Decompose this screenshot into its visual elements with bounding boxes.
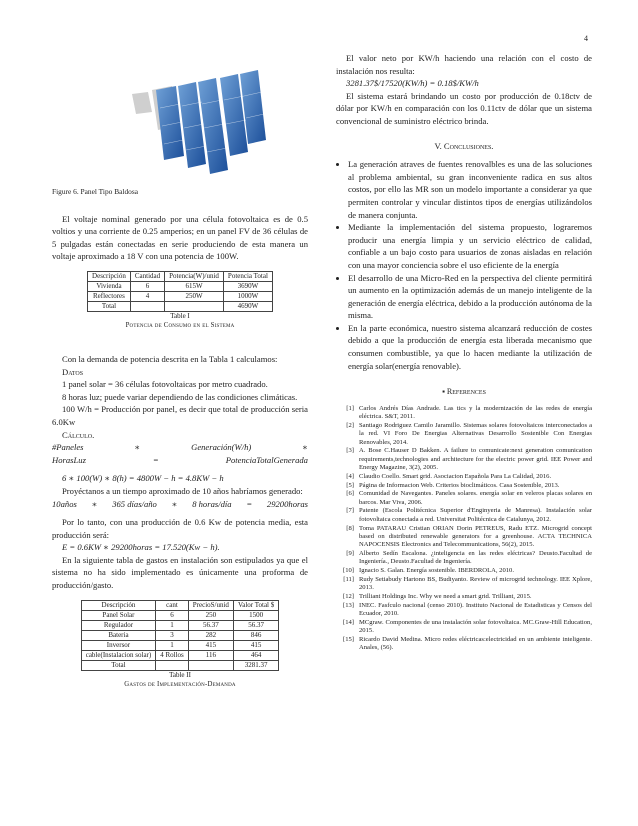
reference-number: [8] xyxy=(346,524,354,532)
equation-1b xyxy=(52,454,308,467)
table-cell: 4 xyxy=(130,291,164,301)
reference-number: [3] xyxy=(346,447,354,455)
table-cell: Total xyxy=(88,301,131,311)
table-cell: 1000W xyxy=(223,291,272,301)
table-label: Table II xyxy=(169,670,191,679)
paragraph: 100 W/h = Producción por panel, es decir que total de producción seria 6.0Kw xyxy=(52,404,308,427)
reference-number: [14] xyxy=(343,618,354,626)
table-cell: 56.37 xyxy=(188,620,233,630)
equation-term: PotenciaTotalGenerada xyxy=(225,454,308,465)
table-cell: 415 xyxy=(233,640,278,650)
reference-item xyxy=(336,525,592,550)
reference-item xyxy=(336,567,592,575)
paragraph: El valor neto por KW/h haciendo una relación con el costo de instalación nos resulta: xyxy=(336,53,592,76)
subheading-calculo: Cálculo. xyxy=(62,429,95,440)
equation-term: ∗ xyxy=(302,442,308,453)
table-header-cell: Descripción xyxy=(88,271,131,281)
conclusion-item: • La generación atraves de fuentes renovalbles es una de las soluciones al problema ambiental, su gran inconveniente radica en sus altos costos, por ello las MR son un modelo importante a considerar ya que permiten controlar y vincular distintos tipos de energías utilizándolos de manera conjunta. xyxy=(348,158,592,221)
table-cell: 6 xyxy=(130,281,164,291)
table-cell: 3281.37 xyxy=(233,660,278,670)
reference-number: [1] xyxy=(346,404,354,412)
references-list xyxy=(336,405,592,653)
right-column xyxy=(336,52,592,653)
table-cell: 250 xyxy=(188,610,233,620)
reference-text: Ignacio S. Galan. Energía sostenible. IBERDROLA, 2010. xyxy=(359,566,514,574)
table-cell: 56.37 xyxy=(233,620,278,630)
reference-item xyxy=(336,447,592,472)
reference-text: Alberto Sedín Escalona. ¿inteligencia en las redes eléctricas? Deusto.Facultad de Ingeniería., Deusto.Facultad de Ingeniería. xyxy=(359,549,592,566)
equation-term: ∗ xyxy=(171,498,178,509)
table-row xyxy=(81,640,279,650)
equation-3 xyxy=(52,498,308,511)
equation-term: ∗ xyxy=(134,442,141,453)
table-title: Gastos de Implementación-Demanda xyxy=(124,680,236,688)
table-header-cell: PrecioS/unid xyxy=(188,600,233,610)
equation-1a xyxy=(52,441,308,454)
reference-text: MCgraw. Componentes de una instalación solar fotovoltaica. MC.Graw-Hill Education, 2015. xyxy=(359,618,592,635)
reference-text: INEC. Fasfculo nacional (censo 2010). Instituto Nacional de Estadisticas y Censos del Ecuador, 2010. xyxy=(359,601,592,617)
table-consumo xyxy=(87,271,273,312)
paragraph: El voltaje nominal generado por una célula fotovoltaica es de 0.5 voltios y una corriente de 0.25 amperios; en un panel FV de 36 células de 5 pulgadas están conectadas en serie produciendo de esta manera un voltaje aproximado a 18 V con una potencia de 100W. xyxy=(52,213,308,262)
table-header-row xyxy=(88,271,273,281)
reference-number: [9] xyxy=(346,549,354,557)
equation-term: 8 horas/día xyxy=(192,498,232,509)
reference-item xyxy=(336,422,592,447)
reference-text: Claudio Coello. Smart grid. Asociacion Española Para La Calidad, 2016. xyxy=(359,472,552,480)
table-header-cell: Valor Total $ xyxy=(233,600,278,610)
reference-text: Trilliant Holdings Inc. Why we need a smart grid. Trilliant, 2015. xyxy=(359,592,532,600)
equation-term: Generación(W/h) xyxy=(191,442,252,453)
table-cell: Regulador xyxy=(81,620,156,630)
solar-panel-image xyxy=(52,52,308,184)
equation-cost: 3281.37$/17520(KW/h) = 0.18$/KW/h xyxy=(346,78,479,89)
table-cell xyxy=(156,660,189,670)
table-cell: 3 xyxy=(156,630,189,640)
left-column xyxy=(52,52,308,690)
reference-item xyxy=(336,473,592,481)
table-cell: 4 Rollos xyxy=(156,650,189,660)
table-header-cell: Potencia Total xyxy=(223,271,272,281)
reference-number: [4] xyxy=(346,472,354,480)
table-header-cell: cant xyxy=(156,600,189,610)
references-heading: ▪ References xyxy=(442,387,486,397)
table-row xyxy=(81,610,279,620)
reference-item xyxy=(336,602,592,619)
reference-text: Santiago Rodriguez Camilo Jaramillo. Sistemas solares fotovoltaicos interconectados a la red. VI Foro De Energias Alternativas Desarrollo Sostenible Con Energias Renovables, 2014. xyxy=(359,421,592,446)
table-row xyxy=(88,291,273,301)
equation-4: E = 0.6KW ∗ 29200horas = 17.520(Kw − h). xyxy=(62,542,220,553)
reference-number: [6] xyxy=(346,490,354,498)
table-cell: 846 xyxy=(233,630,278,640)
reference-text: Toma PATARAU Cristian ORIAN Dorin PETREUS, Radu ETZ. Microgrid concept based on distributed renewable generators for a greenhouse. ACTA TECHNICA NAPOCENSIS Electronics and Telecommunications, 56(2), 2015. xyxy=(359,524,592,549)
table-row xyxy=(88,301,273,311)
equation-term: 10años xyxy=(52,498,77,509)
figure-caption: Figure 6. Panel Tipo Baldosa xyxy=(52,187,139,196)
conclusion-item: • Mediante la implementación del sistema propuesto, lograremos producir una energía limpia y un servicio eléctrico de calidad, confiable a un bajo costo para usuarios de zonas aisladas en relación con una mayor conciencia sobre el uso eficiente de la energía xyxy=(348,221,592,271)
table-cell: Reflectores xyxy=(88,291,131,301)
reference-item xyxy=(336,636,592,653)
equation-term: = xyxy=(152,454,159,465)
table-cell: 3690W xyxy=(223,281,272,291)
table-cell: Total xyxy=(81,660,156,670)
reference-number: [2] xyxy=(346,421,354,429)
table-label: Table I xyxy=(170,311,190,320)
reference-text: Comunidad de Navegantes. Paneles solares. energía solar en veleros placas solares en barcos. Mar Viva, 2006. xyxy=(359,490,592,506)
table-cell: cable(Instalacion solar) xyxy=(81,650,156,660)
reference-text: Carlos Andrés Días Andrade. Las tics y la modernización de las redes de energía eléctrica. S&T, 2011. xyxy=(359,404,592,421)
table-row xyxy=(81,630,279,640)
table-header-cell: Cantidad xyxy=(130,271,164,281)
reference-number: [5] xyxy=(346,481,354,489)
subheading-datos: Datos xyxy=(62,366,84,377)
reference-number: [13] xyxy=(343,601,354,609)
table-cell: Vivienda xyxy=(88,281,131,291)
reference-item xyxy=(336,482,592,490)
reference-item xyxy=(336,507,592,524)
table-cell: 116 xyxy=(188,650,233,660)
reference-text: Página de Informacion Web. Criterios bioclimáticos. Casa Sostenible, 2013. xyxy=(359,481,560,489)
reference-number: [11] xyxy=(343,575,354,583)
reference-item xyxy=(336,619,592,636)
paragraph: Proyéctanos a un tiempo aproximado de 10 años habríamos generado: xyxy=(62,485,303,496)
reference-text: Patente (Escola Politécnica Superior d'Enginyeria de Manresa). Instalación solar fotovoltaica conectada a red. Universitat Politécnica de Catalunya, 2012. xyxy=(359,507,592,523)
table-row xyxy=(81,650,279,660)
equation-term: HorasLuz xyxy=(52,454,86,465)
reference-item xyxy=(336,550,592,567)
reference-number: [7] xyxy=(346,507,354,515)
conclusions-list xyxy=(336,158,592,372)
references-heading-text: References xyxy=(446,387,486,397)
reference-item xyxy=(336,576,592,593)
table-cell: 415 xyxy=(188,640,233,650)
reference-number: [12] xyxy=(343,592,354,600)
reference-number: [10] xyxy=(343,566,354,574)
page-number: 4 xyxy=(584,34,588,43)
table-cell: 1500 xyxy=(233,610,278,620)
table-cell: 250W xyxy=(165,291,224,301)
table-cell xyxy=(130,301,164,311)
paragraph: Con la demanda de potencia descrita en la Tabla 1 calculamos: xyxy=(62,353,278,364)
figure-solar-panels xyxy=(52,52,308,184)
table-gastos xyxy=(81,600,280,671)
equation-term: ∗ xyxy=(91,498,98,509)
table-title: Potencia de Consumo en el Sistema xyxy=(125,321,235,329)
equation-term: #Paneles xyxy=(52,442,84,453)
table-cell: 4690W xyxy=(223,301,272,311)
section-heading: V. Conclusiones. xyxy=(434,140,494,151)
equation-term: 365 días/año xyxy=(112,498,157,509)
table-cell: 282 xyxy=(188,630,233,640)
table-row xyxy=(81,660,279,670)
table-cell: Panel Solar xyxy=(81,610,156,620)
table-cell: 1 xyxy=(156,620,189,630)
equation-2: 6 ∗ 100(W) ∗ 8(h) = 4800W − h = 4.8KW − h xyxy=(62,473,224,484)
equation-term: 29200horas xyxy=(266,498,308,509)
paragraph: 1 panel solar = 36 células fotovoltaicas por metro cuadrado. xyxy=(62,379,268,390)
table-header-row xyxy=(81,600,279,610)
reference-text: A. Bose C.Hauser D Bakken. A failure to comunicate:next generation comunication requirements,technologies and architecture for the electric power grid. IEE Power and Energy Magazine, 3(2), 2005. xyxy=(359,447,592,471)
reference-text: Rudy Setiabudy Hartono BS, Budiyanto. Review of microgrid technology. IEE Xplore, 2013. xyxy=(359,575,592,592)
paragraph: En la siguiente tabla de gastos en instalación son estipulados ya que el sistema no ha sido implementado es únicamente una proforma de producción/gasto. xyxy=(52,554,308,591)
paragraph: 8 horas luz; puede variar dependiendo de las condiciones climáticas. xyxy=(62,391,298,402)
table-row xyxy=(88,281,273,291)
paragraph: Por lo tanto, con una producción de 0.6 Kw de potencia media, esta producción será: xyxy=(52,517,308,540)
reference-number: [15] xyxy=(343,635,354,643)
table-cell: 1 xyxy=(156,640,189,650)
table-cell xyxy=(188,660,233,670)
conclusion-item: • El desarrollo de una Micro-Red en la perspectiva del cliente permitirá un aumento en la optimización además de un manejo inteligente de la generación de energía eléctrica, debido a la producción autónoma de la misma. xyxy=(348,272,592,322)
conclusion-item: • En la parte económica, nuestro sistema alcanzará reducción de costes debido a que la producción de energía esta liberada mecanismo que consumen combustible, ya que lo hacen mediante la utilización de energía solar(energía renovable). xyxy=(348,322,592,372)
table-header-cell: Descripción xyxy=(81,600,156,610)
reference-item xyxy=(336,405,592,422)
reference-item xyxy=(336,593,592,601)
table-header-cell: Potencia(W)/unid xyxy=(165,271,224,281)
table-cell: 6 xyxy=(156,610,189,620)
table-row xyxy=(81,620,279,630)
reference-item xyxy=(336,490,592,507)
reference-text: Ricardo David Medina. Micro redes eléctricas:electricidad en un ambiente inteligente. Anales, (56). xyxy=(359,635,592,652)
table-cell: Bateria xyxy=(81,630,156,640)
table-cell: 464 xyxy=(233,650,278,660)
table-cell: Inversor xyxy=(81,640,156,650)
equation-term: = xyxy=(246,498,253,509)
paragraph: El sistema estará brindando un costo por producción de 0.18ctv de dólar por KW/h en comparación con los 0.11ctv de dólar que un sistema convencional de suministro eléctrico brinda. xyxy=(336,90,592,126)
table-cell xyxy=(165,301,224,311)
table-cell: 615W xyxy=(165,281,224,291)
